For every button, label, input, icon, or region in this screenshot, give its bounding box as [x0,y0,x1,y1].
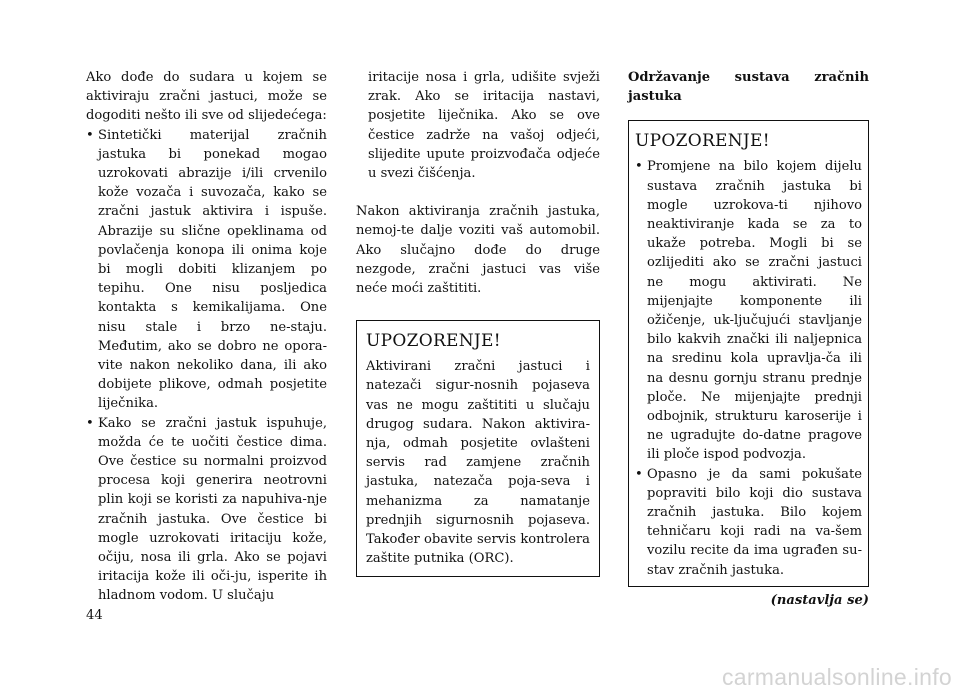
list-item: • Sintetički materijal zračnih jastuka bi ponekad mogao uzrokovati abrazije i/ili crvenilo kože vozača i suvozača, kako se zračni jastuk aktivira i ispuše. Abrazije su slične opeklinama od povlačenja konopa ili onima koje bi mogli dobiti klizanjem po tepihu. One nisu posljedica kontakta s kemikalijama. One nisu stale i brzo ne-staju. Međutim, ako se dobro ne opora-vite nakon nekoliko dana, ili ako dobijete plikove, odmah posjetite liječnika. [86,126,327,414]
section-heading: Održavanje sustava zračnih jastuka [628,70,869,105]
list-item: • Kako se zračni jastuk ispuhuje, možda će te uočiti čestice dima. Ove čestice su normalni proizvod procesa koji generira neotrovni plin koji se koristi za napuhiva-nje zračnih jastuka. Ove čestice bi mogle uzrokovati iritaciju kože, očiju, nosa ili grla. Ako se pojavi iritacija kože ili oči-ju, isperite ih hladnom vodom. U slučaju [86,414,327,606]
warning-text: Aktivirani zračni jastuci i natezači sigur-nosnih pojaseva vas ne mogu zaštititi u slučaju drugog sudara. Nakon aktivira-nja, odmah posjetite ovlašteni servis rad zamjene zračnih jastuka, natezača poja-seva i mehanizma za namatanje prednjih sigurnosnih pojaseva. Također obavite servis kontrolera zaštite putnika (ORC). [366,359,590,567]
list-item: • Promjene na bilo kojem dijelu sustava zračnih jastuka bi mogle uzrokova-ti njihovo neaktiviranje kada se za to ukaže potreba. Mogli bi se ozlijediti ako se zračni jastuci ne mogu aktivirati. Ne mijenjajte komponente ili ožičenje, uk-ljučujući stavljanje bilo kakvih znački ili naljepnica na sredinu kola upravlja-ča ili na desnu gornju stranu prednje ploče. Ne mijenjajte prednji odbojnik, strukturu karoserije i ne ugradujte do-datne pragove ili ploče ispod podvozja. [635,157,862,464]
intro-paragraph: Ako dođe do sudara u kojem se aktiviraju zračni jastuci, može se dogoditi nešto ili sve od slijedećega: [86,70,327,124]
list-item: • Opasno je da sami pokušate popraviti bilo koji dio sustava zračnih jastuka. Bilo kojem tehničaru koji radi na va-šem vozilu recite da ima ugrađen su-stav zračnih jastuka. [635,465,862,580]
watermark: carmanualsonline.info [721,664,952,690]
left-column [86,68,327,606]
warning-box [628,120,869,586]
page-number: 44 [86,608,103,623]
continued-note: (nastavlja se) [770,592,869,608]
warning-title: UPOZORENJE! [366,331,501,352]
warning-title: UPOZORENJE! [635,131,770,152]
body-paragraph: Nakon aktiviranja zračnih jastuka, nemoj-te dalje voziti vaš automobil. Ako slučajno dođe do druge nezgode, zračni jastuci vas više neće moći zaštititi. [356,204,600,297]
continued-bullet-text: iritacije nosa i grla, udišite svježi zrak. Ako se iritacija nastavi, posjetite liječnika. Ako se ove čestice zadrže na vašoj odjeći, slijedite upute proizvođača odjeće u svezi čišćenja. [368,70,600,182]
warning-box [356,320,600,577]
right-column [628,68,869,610]
warning-list [635,157,862,579]
effects-list [86,126,327,606]
middle-column [356,68,600,577]
